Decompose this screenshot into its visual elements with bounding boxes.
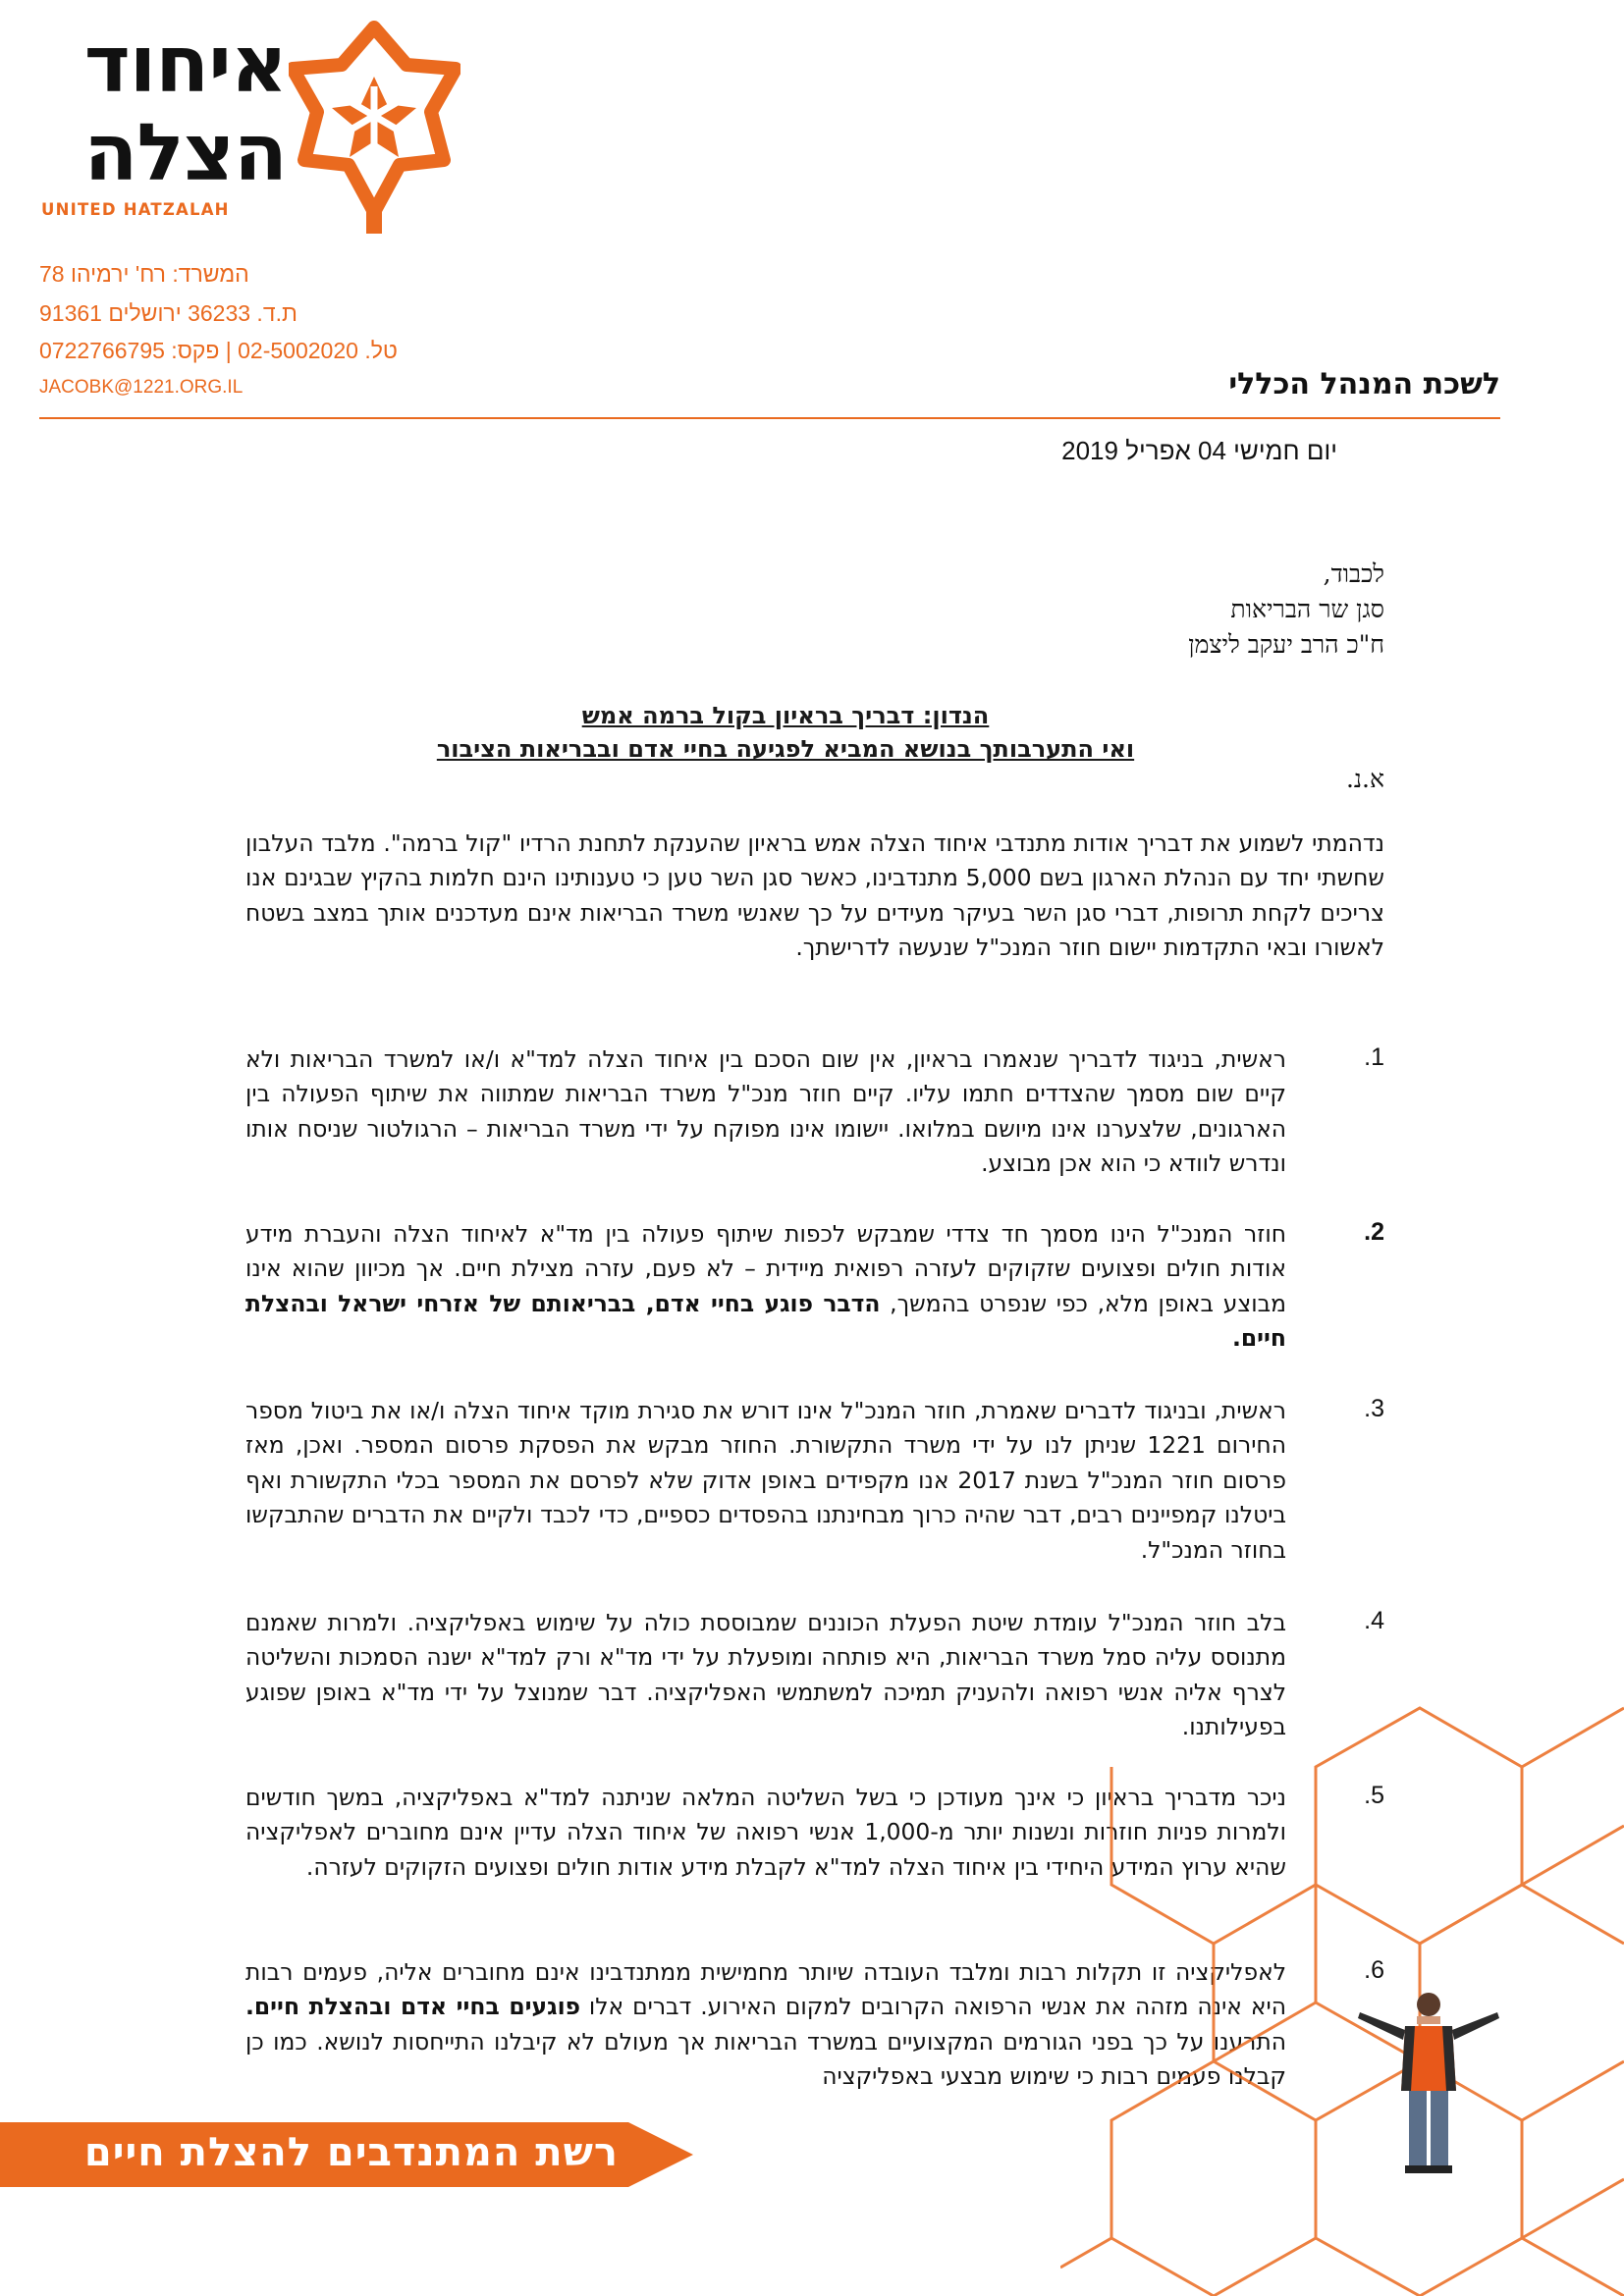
recipient-block — [795, 557, 1384, 663]
header-divider — [39, 417, 1500, 419]
item-text-3: ראשית, ובניגוד לדברים שאמרת, חוזר המנכ"ל אינו דורש את סגירת מוקד איחוד הצלה ו/או את ביטול מספר החירום 1221 שניתן לנו על ידי משרד התקשורת. החוזר מבקש את הפסקת פרסום המספר. ואכן, מאז פרסום חוזר המנכ"ל בשנת 2017 אנו מקפידים באופן אדוק שלא לפרסם את המספר בכלי התקשורת ואף ביטלנו קמפיינים רבים, דבר שהיה כרוך מבחינתנו בהפסדים כספיים, כדי לכבד ולקיים את הדברים שהתבקשו בחוזר המנכ"ל. — [245, 1397, 1286, 1564]
subject-block — [295, 699, 1276, 766]
item-6-text-continuation: התרענו על כך בפני הגורמים המקצועיים במשרד הבריאות אך מעולם לא קיבלנו התייחסות לנושא. כמו כן קבלנו פעמים רבות כי שימוש מבצעי באפליקציה — [245, 2027, 1286, 2091]
subject-line-1: הנדון: דבריך בראיון בקול ברמה אמש — [581, 702, 990, 729]
slogan-text: רשת המתנדבים להצלת חיים — [83, 2130, 619, 2175]
salutation: א.נ. — [1345, 765, 1384, 793]
item-number-1: 1. — [1364, 1043, 1384, 1071]
item-6-text-regular: לאפליקציה זו תקלות רבות ומלבד העובדה שיותר מחמישית ממתנדבינו אינם מחוברים אליה, פעמים רבות היא אינה מזהה את אנשי הרפואה הקרובים למקום האירוע. דברים אלו — [245, 1958, 1286, 2021]
logo-hebrew-line2: הצלה — [83, 107, 287, 198]
item-6-text-bold: פוגעים בחיי אדם ובהצלת חיים. — [245, 1993, 580, 2021]
item-text-2 — [245, 1217, 1286, 1357]
item-2-text-regular: חוזר המנכ"ל הינו מסמך חד צדדי שמבקש לכפות שיתוף פעולה בין מד"א לאיחוד הצלה והעברת מידע אודות חולים ופצועים שזקוקים לעזרה רפואית מיידית – לא פעם, עזרה מצילת חיים. אך מכיוון שהוא אינו מבוצע באופן מלא, כפי שנפרט בהמשך, — [245, 1220, 1286, 1317]
intro-paragraph: נדהמתי לשמוע את דבריך אודות מתנדבי איחוד הצלה אמש בראיון שהענקת לתחנת הרדיו "קול ברמה". מלבד העלבון שחשתי יחד עם הנהלת הארגון בשם 5,000 מתנדבינו, כאשר סגן השר טען כי טענותינו הינם חלמות בהקיץ שבגינם אנו צריכים לקחת תרופות, דברי סגן השר בעיקר מעידים על כך שאנשי משרד הבריאות אינם מעדכנים אותך במצב בשטח לאשורו ובאי התקדמות יישום חוזר המנכ"ל שנעשה לדרישתך. — [245, 829, 1384, 962]
hexagram-pattern-decoration — [1060, 1669, 1624, 2296]
office-email-link[interactable]: JACOBK@1221.ORG.IL — [39, 377, 244, 398]
recipient-name: ח"כ הרב יעקב ליצמן — [1188, 630, 1384, 659]
recipient-title: סגן שר הבריאות — [1230, 595, 1384, 623]
recipient-honorific: לכבוד, — [1323, 560, 1384, 588]
item-2-text-bold: הדבר פוגע בחיי אדם, בבריאותם של אזרחי ישראל ובהצלת חיים. — [245, 1289, 1286, 1353]
office-phone-fax: טל. 02-5002020 | פקס: 0722766795 — [39, 338, 398, 363]
item-number-3: 3. — [1364, 1395, 1384, 1422]
volunteer-figure-illustration — [1350, 1983, 1507, 2179]
item-number-5: 5. — [1364, 1782, 1384, 1809]
letter-date: יום חמישי 04 אפריל 2019 — [1061, 436, 1337, 465]
item-number-2: 2. — [1364, 1218, 1384, 1246]
item-number-6: 6. — [1364, 1956, 1384, 1984]
office-po-box: ת.ד. 36233 ירושלים 91361 — [39, 300, 298, 326]
logo-hebrew-line1: איחוד — [83, 19, 287, 110]
item-text-5: ניכר מדבריך בראיון כי אינך מעודכן כי בשל השליטה המלאה שניתנה למד"א באפליקציה, במשך חודשים ולמרות פניות חוזרות ונשנות יותר מ-1,000 אנשי רפואה של איחוד הצלה עדיין אינם מחוברים לאפליקציה שהיא ערוץ המידע היחידי בין איחוד הצלה למד"א לקבלת מידע אודות חולים ופצועים הזקוקים לעזרה. — [245, 1784, 1286, 1881]
item-text-4: בלב חוזר המנכ"ל עומדת שיטת הפעלת הכוננים שמבוססת כולה על שימוש באפליקציה. ולמרות שאמנם מתנוסס עליה סמל משרד הבריאות, היא פותחה ומופעלת על ידי מד"א ורק למד"א ישנה הסמכות והשליטה לצרף אליה אנשי רפואה ולהעניק תמיכה למשתמשי האפליקציה. דבר שמנוצל על ידי מד"א באופן שפוגע בפעילותנו. — [245, 1609, 1286, 1741]
item-text-1: ראשית, בניגוד לדבריך שנאמרו בראיון, אין שום הסכם בין איחוד הצלה למד"א ו/או למשרד הבריאות ולא קיים שום מסמך שהצדדים חתמו עליו. קיים חוזר מנכ"ל משרד הבריאות שמתווה את שיתוף הפעולה בין הארגונים, שלצערנו אינו מיושם במלואו. יישומו אינו מפוקח על ידי משרד הבריאות – הרגולטור שניסח אותו ונדרש לוודא כי הוא אכן מבוצע. — [245, 1045, 1286, 1178]
office-address: המשרד: רח' ירמיהו 78 — [39, 261, 249, 287]
subject-line-2: ואי התערבותך בנושא המביא לפגיעה בחיי אדם ובבריאות הציבור — [436, 735, 1135, 763]
star-of-life-logo-icon — [289, 18, 460, 239]
logo-english-text: UNITED HATZALAH — [41, 200, 230, 219]
organization-logo — [35, 18, 458, 239]
department-title: לשכת המנהל הכללי — [1228, 367, 1500, 401]
item-number-4: 4. — [1364, 1607, 1384, 1634]
